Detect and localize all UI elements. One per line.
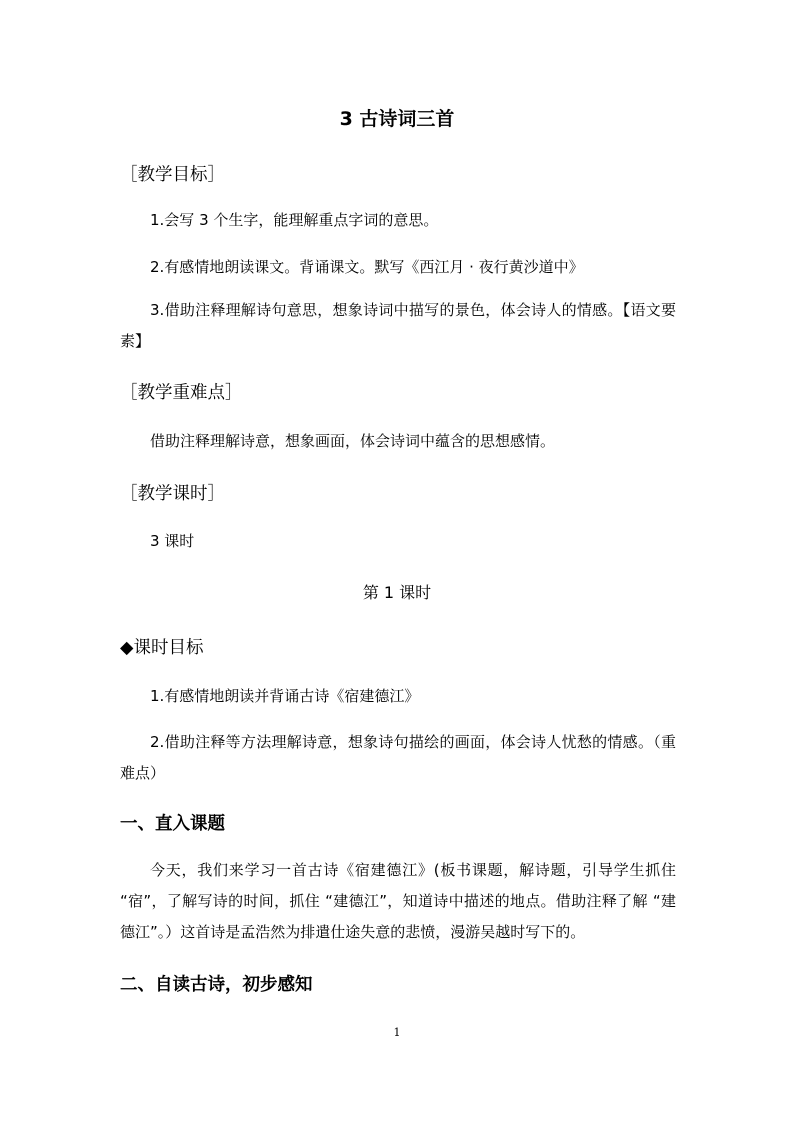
objective-item-1: 1.会写 3 个生字，能理解重点字词的意思。 <box>150 211 439 229</box>
objective-item-3: 3.借助注释理解诗句意思，想象诗词中描写的景色，体会诗人的情感。【语文要素】 <box>120 301 676 350</box>
part1-heading: 一、直入课题 <box>120 814 225 834</box>
lesson-goal-1: 1.有感情地朗读并背诵古诗《宿建德江》 <box>150 687 420 705</box>
objective-item-2: 2.有感情地朗读课文。背诵课文。默写《西江月 · 夜行黄沙道中》 <box>150 258 584 276</box>
key-points-text: 借助注释理解诗意，想象画面，体会诗词中蕴含的思想感情。 <box>150 432 556 450</box>
lesson-title: 第 1 课时 <box>362 583 432 602</box>
lesson-goal-2: 2.借助注释等方法理解诗意，想象诗句描绘的画面，体会诗人忧愁的情感。（重难点） <box>120 733 676 782</box>
key-points-heading: ［教学重难点］ <box>120 383 243 403</box>
part2-heading: 二、自读古诗，初步感知 <box>120 975 313 995</box>
part1-text: 今天，我们来学习一首古诗《宿建德江》(板书课题，解诗题，引导学生抓住 “宿”，了解写诗的时间，抓住 “建德江”，知道诗中描述的地点。借助注释了解 “建德江”。）这首诗是孟浩然为排遣仕途失意的悲愤，漫游吴越时写下的。 <box>120 861 676 941</box>
periods-heading: ［教学课时］ <box>120 484 225 504</box>
page-number: 1 <box>393 1026 401 1039</box>
periods-text: 3 课时 <box>150 532 195 550</box>
lesson-goals-heading: ◆课时目标 <box>120 638 204 658</box>
page-title: 3 古诗词三首 <box>339 108 455 130</box>
objectives-heading: ［教学目标］ <box>120 165 225 185</box>
